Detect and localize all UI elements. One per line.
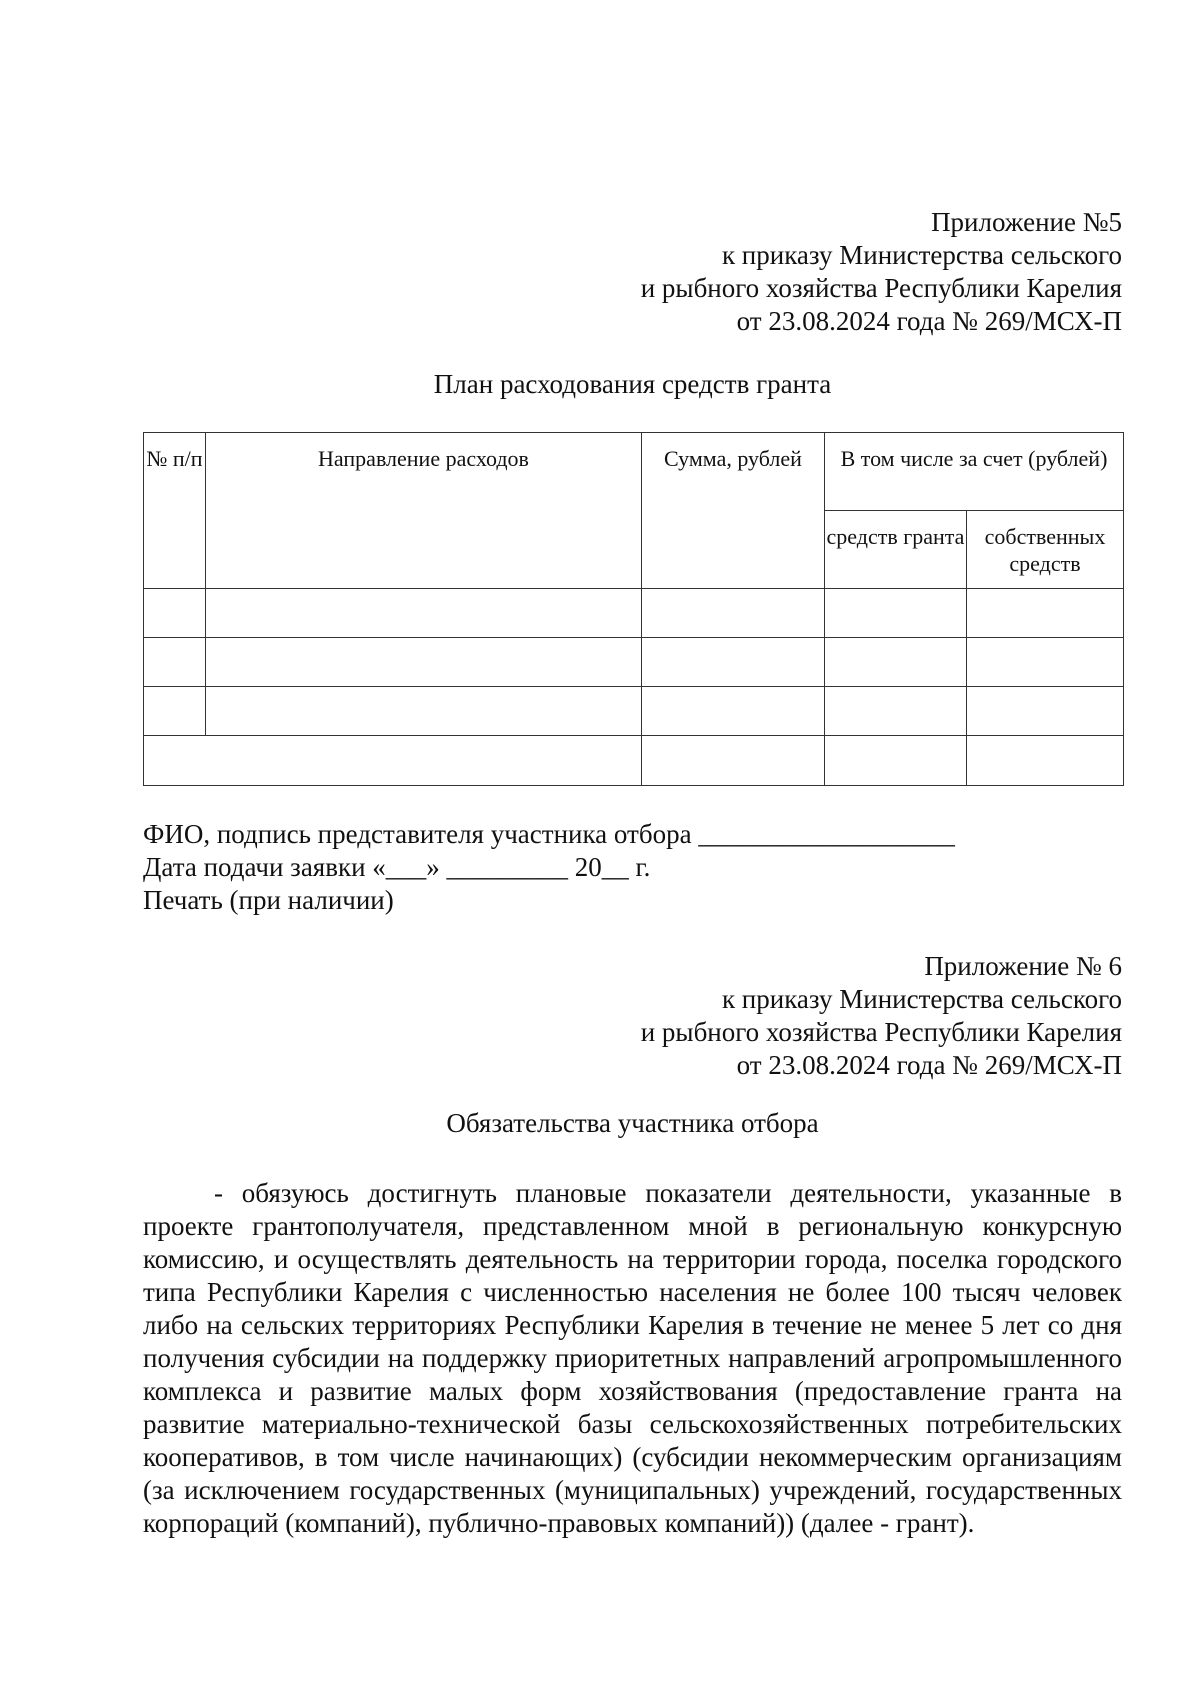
signature-block <box>143 818 955 917</box>
obligations-text: - обязуюсь достигнуть плановые показатели деятельности, указанные в проекте грантополучателя, представленном мной в региональную конкурсную комиссию, и осуществлять деятельность на территории города, поселка городского типа Республики Карелия с численностью населения не более 100 тысяч человек либо на сельских территориях Республики Карелия в течение не менее 5 лет со дня получения субсидии на поддержку приоритетных направлений агропромышленного комплекса и развитие малых форм хозяйствования (предоставление гранта на развитие материально-технической базы сельскохозяйственных потребительских кооперативов, в том числе начинающих) (субсидии некоммерческим организациям (за исключением государственных (муниципальных) учреждений, государственных корпораций (компаний), публично-правовых компаний)) (далее - грант). <box>143 1178 1122 1538</box>
appendix-6-line-2: к приказу Министерства сельского <box>721 984 1122 1014</box>
seal-line: Печать (при наличии) <box>143 885 394 915</box>
signature-name-line: ФИО, подпись представителя участника отбора ___________________ <box>143 819 955 849</box>
table-cell <box>642 687 825 736</box>
table-cell <box>967 589 1124 638</box>
table-row <box>144 638 1124 687</box>
table-cell <box>206 638 642 687</box>
table-cell <box>967 687 1124 736</box>
appendix-6-line-3: и рыбного хозяйства Республики Карелия <box>640 1017 1122 1047</box>
table-cell <box>825 687 967 736</box>
header-grant <box>825 511 967 589</box>
table-cell <box>967 638 1124 687</box>
table-cell <box>144 589 206 638</box>
header-sum-label: Сумма, рублей <box>664 446 802 471</box>
appendix-5-title: Приложение №5 <box>931 207 1122 237</box>
table-cell <box>967 736 1124 786</box>
header-sum <box>642 433 825 589</box>
header-own-label: собственных средств <box>984 524 1106 576</box>
appendix-6-title: Приложение № 6 <box>924 951 1122 981</box>
table-cell <box>144 736 642 786</box>
appendix-6-header <box>422 950 1122 1082</box>
table-cell <box>642 589 825 638</box>
header-direction <box>206 433 642 589</box>
table-cell <box>642 736 825 786</box>
header-grant-label: средств гранта <box>826 524 965 549</box>
table-cell <box>825 736 967 786</box>
table-total-row <box>144 736 1124 786</box>
table-cell <box>144 687 206 736</box>
appendix-5-date: от 23.08.2024 года № 269/МСХ-П <box>736 306 1122 336</box>
table-row <box>144 589 1124 638</box>
application-date-line: Дата подачи заявки «___» _________ 20__ г. <box>143 852 651 882</box>
header-including-label: В том числе за счет (рублей) <box>840 446 1108 471</box>
obligations-title: Обязательства участника отбора <box>446 1108 819 1138</box>
table-header-row <box>144 433 1124 511</box>
header-direction-label: Направление расходов <box>318 446 529 471</box>
table-cell <box>825 638 967 687</box>
appendix-6-date: от 23.08.2024 года № 269/МСХ-П <box>736 1050 1122 1080</box>
table-cell <box>144 638 206 687</box>
header-num-label: № п/п <box>146 446 203 471</box>
header-own <box>967 511 1124 589</box>
plan-title: План расходования средств гранта <box>433 369 832 399</box>
appendix-5-line-2: к приказу Министерства сельского <box>721 240 1122 270</box>
appendix-5-header <box>422 206 1122 338</box>
appendix-5-line-3: и рыбного хозяйства Республики Карелия <box>640 273 1122 303</box>
table-cell <box>206 687 642 736</box>
table-cell <box>642 638 825 687</box>
table-row <box>144 687 1124 736</box>
header-num <box>144 433 206 589</box>
header-including <box>825 433 1124 511</box>
table-cell <box>825 589 967 638</box>
table-cell <box>206 589 642 638</box>
expense-plan-table <box>143 432 1124 786</box>
